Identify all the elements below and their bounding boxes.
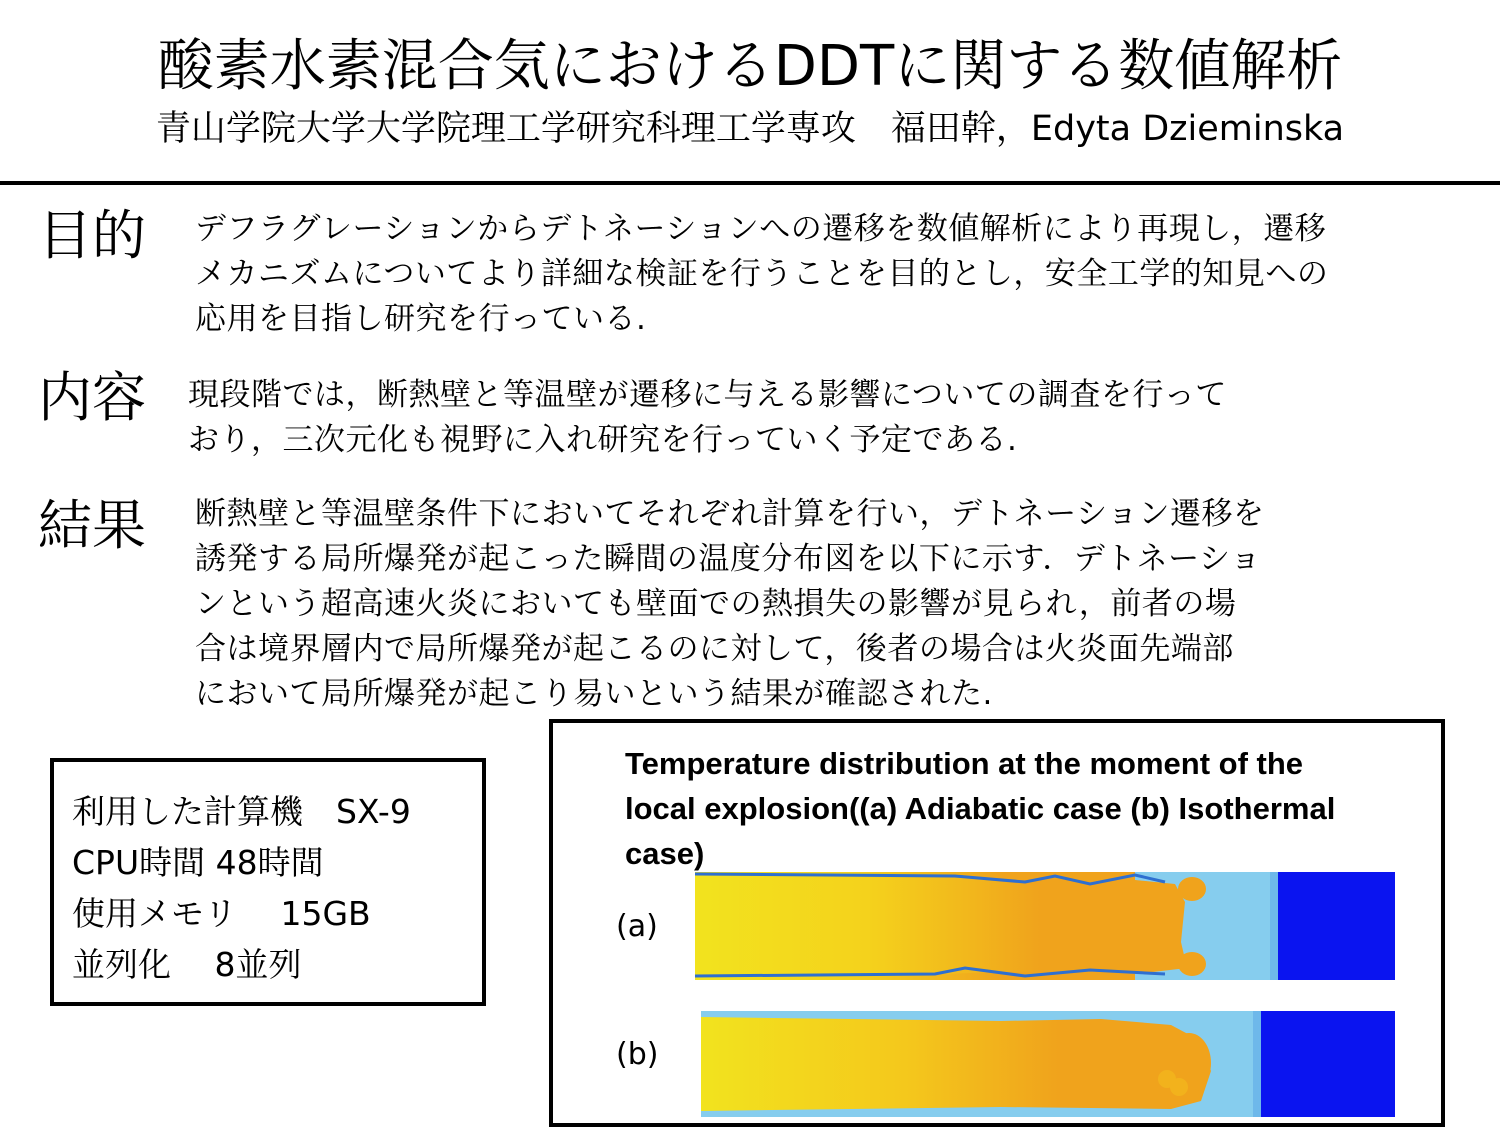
author-affiliation: 青山学院大学大学院理工学研究科理工学専攻 福田幹，Edyta Dzieminska	[155, 109, 1345, 149]
page-title: 酸素水素混合気におけるDDTに関する数値解析	[157, 34, 1343, 99]
results-line-5: において局所爆発が起こり易いという結果が確認された.	[195, 676, 993, 712]
figure-caption-line-2: local explosion((a) Adiabatic case (b) Isothermal	[625, 791, 1336, 826]
purpose-line-1: デフラグレーションからデトネーションへの遷移を数値解析により再現し，遷移	[195, 211, 1327, 247]
results-line-2: 誘発する局所爆発が起こった瞬間の温度分布図を以下に示す．デトネーショ	[195, 541, 1262, 577]
content-line-2: おり，三次元化も視野に入れ研究を行っていく予定である.	[188, 422, 1018, 458]
results-heading: 結果	[38, 494, 146, 557]
purpose-heading: 目的	[38, 204, 146, 267]
panel-a-label: (a)	[616, 909, 658, 944]
compute-specs-box	[50, 758, 486, 1006]
purpose-line-3: 応用を目指し研究を行っている.	[195, 301, 647, 337]
spec-memory: 使用メモリ 15GB	[72, 894, 371, 933]
results-line-3: ンという超高速火炎においても壁面での熱損失の影響が見られ，前者の場	[195, 586, 1237, 622]
figure-caption-line-1: Temperature distribution at the moment of the	[625, 746, 1304, 781]
spec-parallel: 並列化 8並列	[72, 945, 302, 984]
header-divider	[0, 181, 1500, 185]
content-heading: 内容	[38, 366, 146, 429]
figure-caption	[625, 741, 1405, 876]
temperature-panel-a	[695, 872, 1395, 980]
results-line-4: 合は境界層内で局所爆発が起こるのに対して，後者の場合は火炎面先端部	[195, 631, 1234, 667]
panel-b-label: (b)	[616, 1037, 659, 1072]
temperature-panel-b	[701, 1011, 1395, 1117]
spec-cpu-time: CPU時間 48時間	[72, 843, 324, 882]
content-line-1: 現段階では，断熱壁と等温壁が遷移に与える影響についての調査を行って	[188, 377, 1227, 413]
figure-box	[549, 719, 1445, 1127]
spec-computer: 利用した計算機 SX-9	[72, 792, 411, 831]
results-line-1: 断熱壁と等温壁条件下においてそれぞれ計算を行い，デトネーション遷移を	[195, 496, 1265, 532]
figure-caption-line-3: case)	[625, 836, 705, 871]
purpose-line-2: メカニズムについてより詳細な検証を行うことを目的とし，安全工学的知見への	[195, 256, 1329, 292]
